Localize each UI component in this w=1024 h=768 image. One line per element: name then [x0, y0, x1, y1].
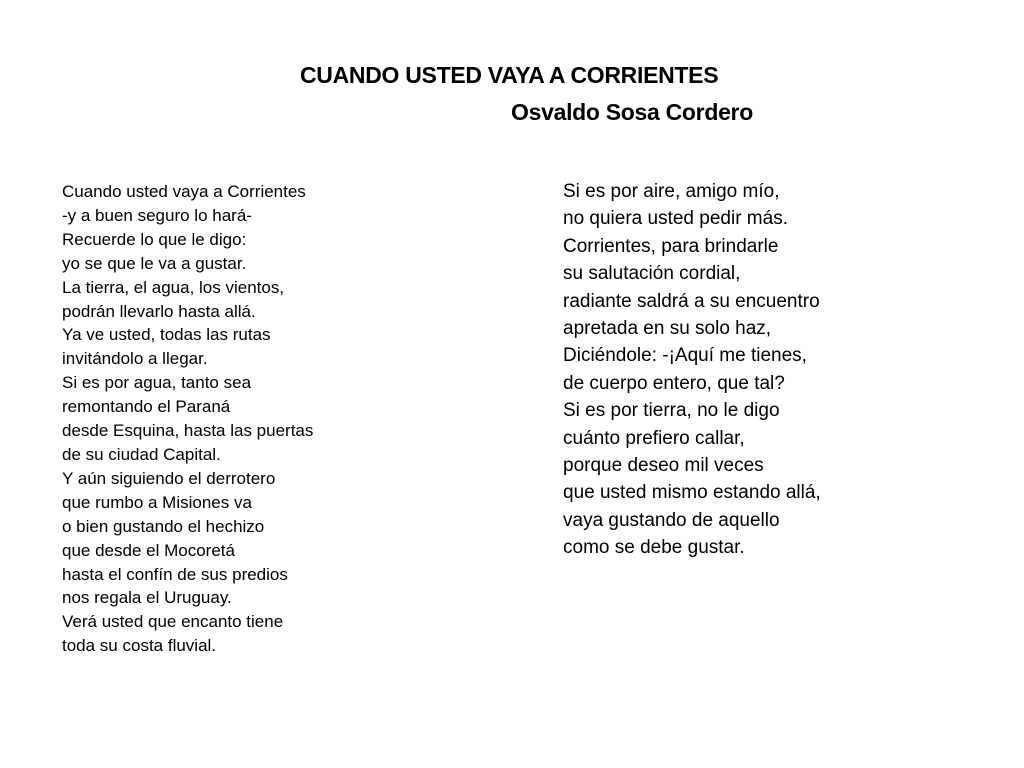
verse-line: apretada en su solo haz,	[563, 318, 772, 340]
verse-line: yo se que le va a gustar.	[62, 253, 247, 273]
verse-line: Verá usted que encanto tiene	[62, 612, 284, 632]
verse-line: vaya gustando de aquello	[563, 509, 780, 531]
verse-line: toda su costa fluvial.	[62, 636, 217, 656]
verse-line: -y a buen seguro lo hará-	[62, 205, 252, 225]
verse-line: Cuando usted vaya a Corrientes	[62, 182, 306, 201]
verse-line: Diciéndole: -¡Aquí me tienes,	[563, 345, 807, 367]
verse-line: desde Esquina, hasta las puertas	[62, 421, 314, 441]
verse-line: remontando el Paraná	[62, 397, 231, 417]
verse-line: Si es por aire, amigo mío,	[563, 181, 780, 202]
verse-line: radiante saldrá a su encuentro	[563, 290, 820, 312]
verse-line: porque deseo mil veces	[563, 455, 764, 477]
verse-line: que desde el Mocoretá	[62, 540, 235, 560]
verse-line: La tierra, el agua, los vientos,	[62, 277, 285, 297]
verse-line: Corrientes, para brindarle	[563, 235, 779, 257]
verse-line: Y aún siguiendo el derrotero	[62, 468, 276, 488]
verse-line: su salutación cordial,	[563, 263, 741, 285]
verse-line: que rumbo a Misiones va	[62, 492, 252, 512]
verse-line: no quiera usted pedir más.	[563, 208, 788, 230]
verse-line: de su ciudad Capital.	[62, 444, 221, 464]
verse-line: cuánto prefiero callar,	[563, 427, 745, 449]
poem-left-column	[62, 180, 313, 658]
verse-line: Ya ve usted, todas las rutas	[62, 325, 271, 345]
verse-line: podrán llevarlo hasta allá.	[62, 301, 256, 321]
verse-line: Si es por agua, tanto sea	[62, 373, 252, 393]
poem-right-column	[563, 178, 821, 562]
poem-title: CUANDO USTED VAYA A CORRIENTES	[300, 62, 719, 88]
verse-line: de cuerpo entero, que tal?	[563, 372, 785, 394]
verse-line: Recuerde lo que le digo:	[62, 229, 247, 249]
poem-author: Osvaldo Sosa Cordero	[511, 99, 753, 125]
verse-line: que usted mismo estando allá,	[563, 482, 821, 504]
verse-line: hasta el confín de sus predios	[62, 564, 288, 584]
verse-line: como se debe gustar.	[563, 537, 745, 559]
verse-line: Si es por tierra, no le digo	[563, 400, 780, 422]
verse-line: o bien gustando el hechizo	[62, 516, 265, 536]
verse-line: nos regala el Uruguay.	[62, 588, 232, 608]
verse-line: invitándolo a llegar.	[62, 349, 208, 369]
